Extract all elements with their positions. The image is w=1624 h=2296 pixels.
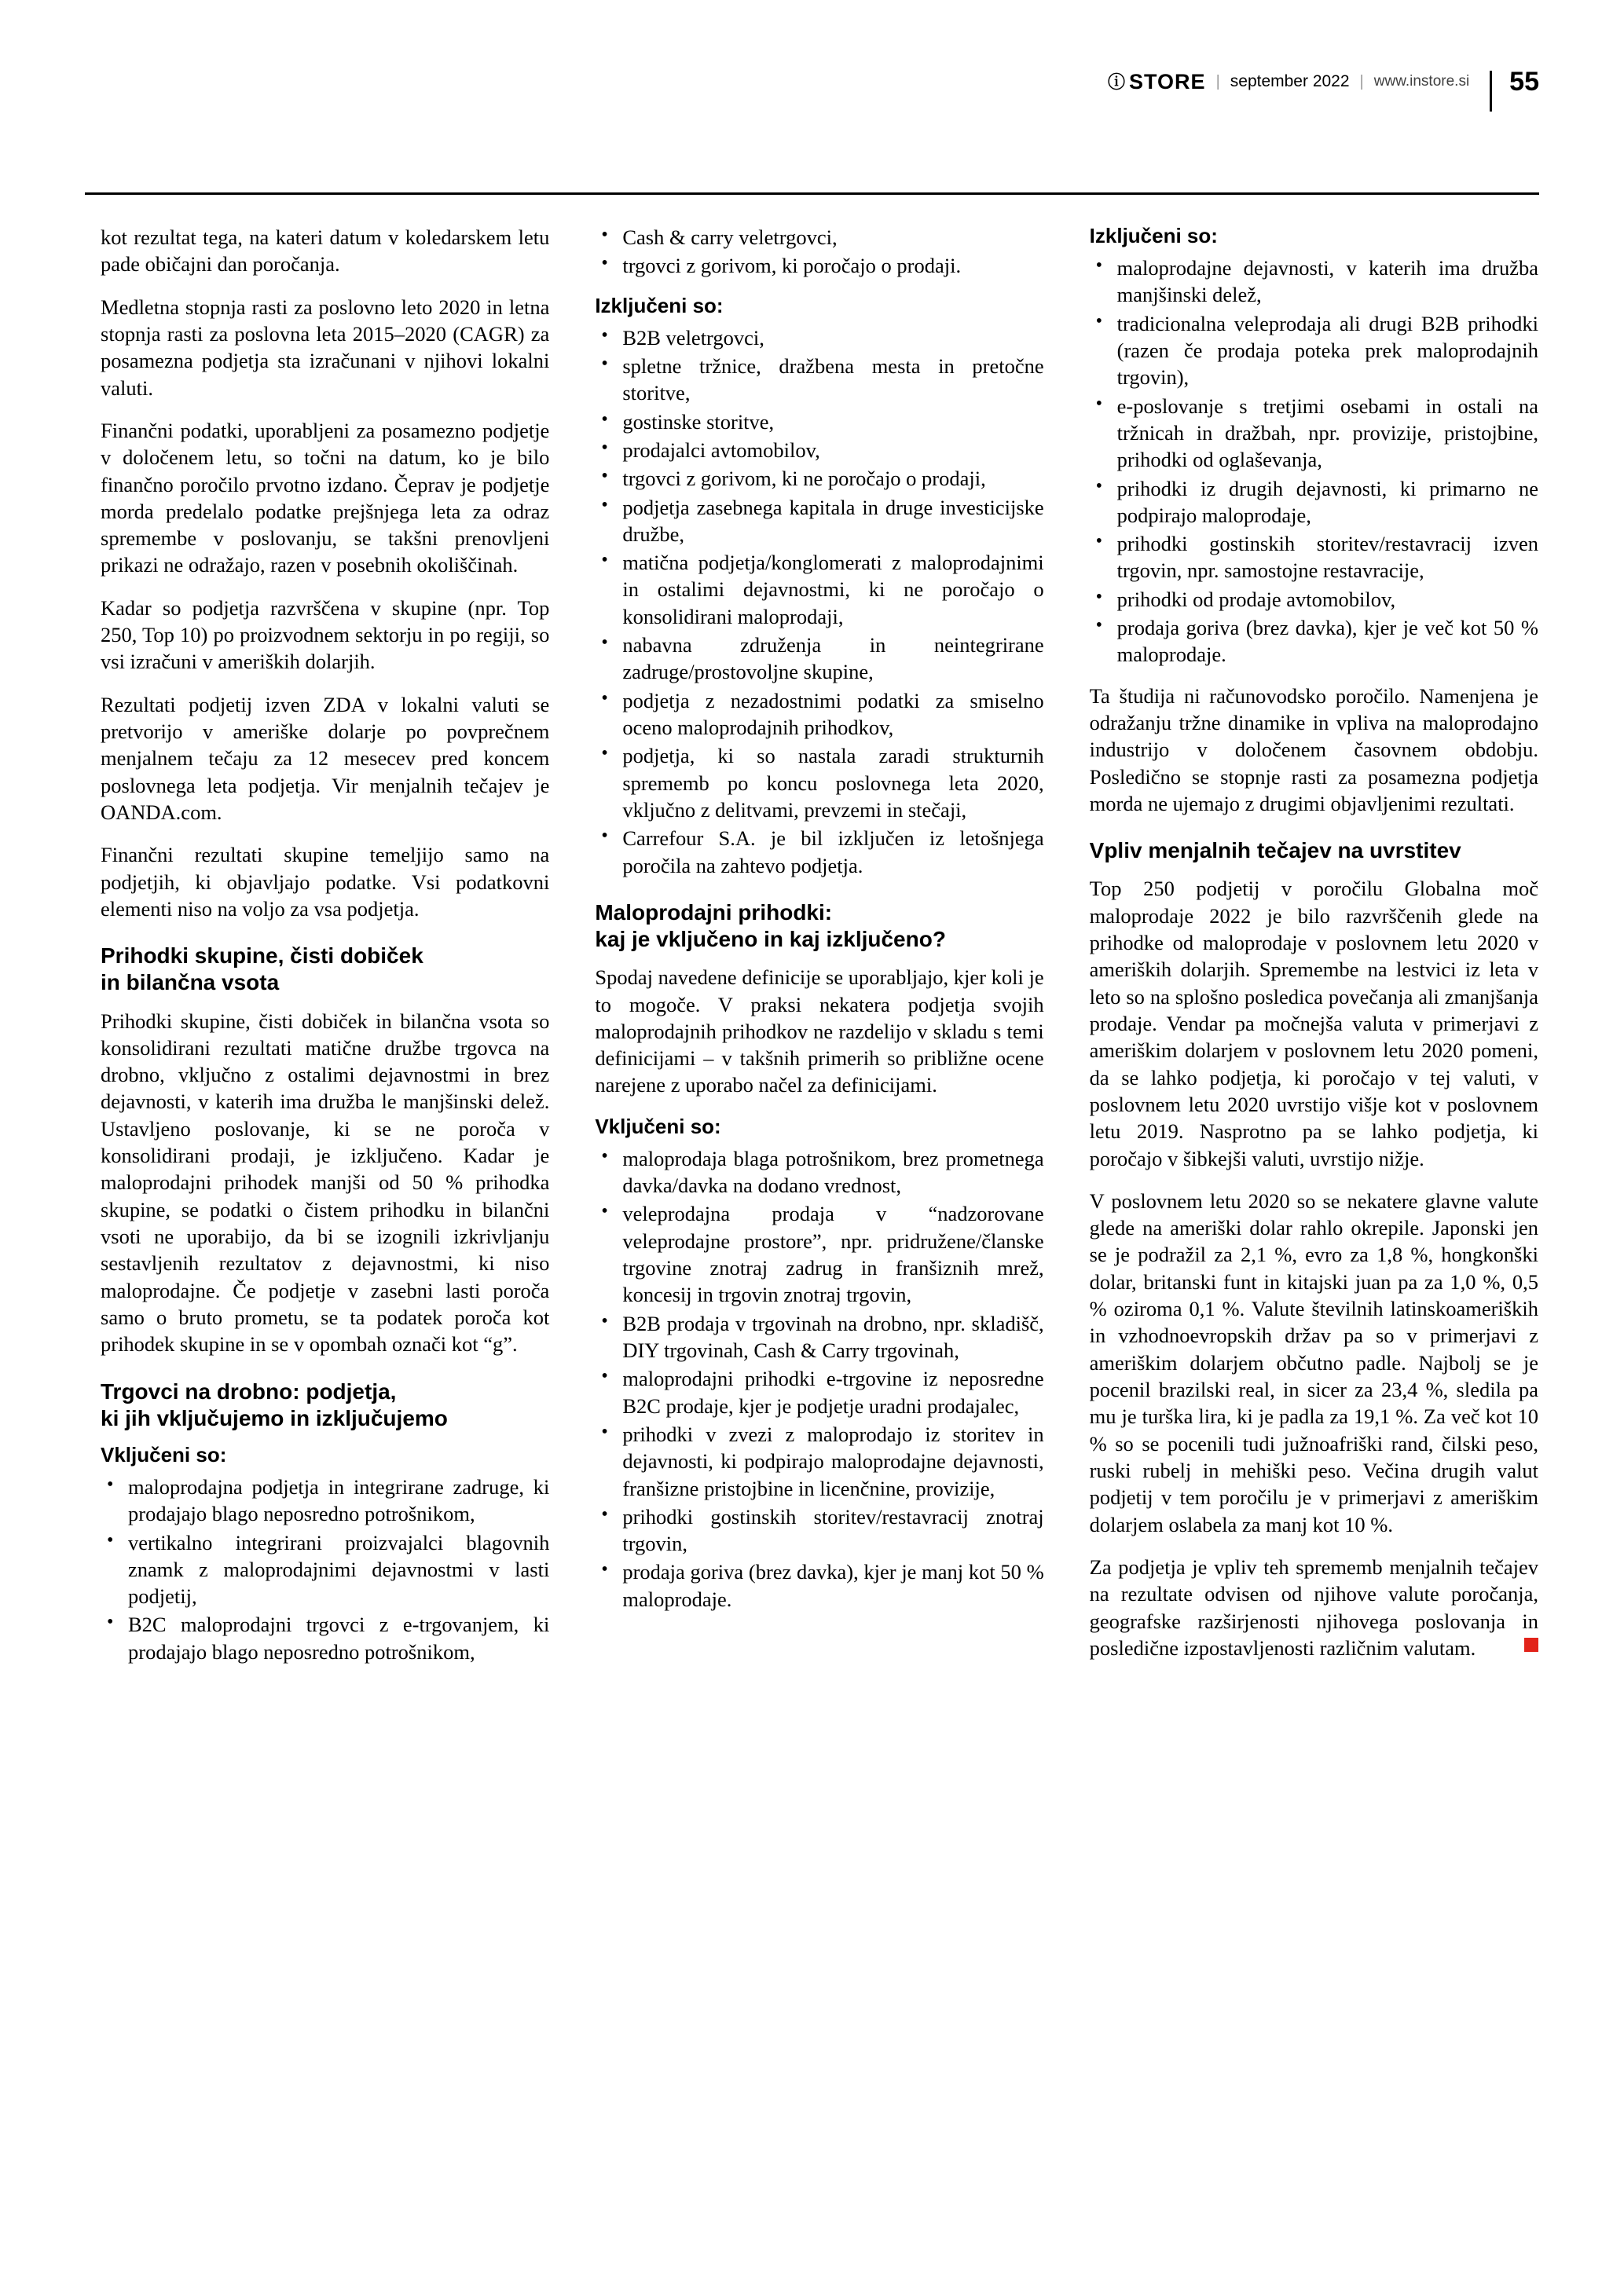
list-item: • maloprodaja blaga potrošnikom, brez prometnega davka/davka na dodano vrednost,	[595, 1145, 1043, 1199]
page-number: 55	[1509, 66, 1539, 97]
list-item: • B2C maloprodajni trgovci z e-trgovanjem, ki prodajajo blago neposredno potrošnikom,	[101, 1611, 549, 1665]
vertical-rule	[1490, 71, 1492, 112]
list-item: • prihodki od prodaje avtomobilov,	[1090, 586, 1538, 613]
list-item: • e-poslovanje s tretjimi osebami in ostali na tržnicah in dražbah, npr. provizije, pristojbine, prihodki od oglaševanja,	[1090, 393, 1538, 474]
divider: |	[1359, 72, 1364, 90]
header-divider	[85, 192, 1539, 195]
list-item: • prihodki v zvezi z maloprodajo iz storitev in dejavnosti, ki podpirajo maloprodajne dejavnosti, franšizne pristojbine in licenčnine, provizije,	[595, 1421, 1043, 1502]
list-item: • Cash & carry veletrgovci,	[595, 224, 1043, 251]
paragraph: kot rezultat tega, na kateri datum v koledarskem letu pade običajni dan poročanja.	[101, 225, 550, 276]
list-item: • podjetja z nezadostnimi podatki za smiselno oceno maloprodajnih prihodkov,	[595, 687, 1043, 742]
paragraph: Spodaj navedene definicije se uporabljajo, kjer koli je to mogoče. V praksi nekatera podjetja svojih maloprodajnih prihodkov ne razdelijo v skladu s temi definicijami – v takšnih primerih so približne ocene narejene z uporabo načel za definicijami.	[595, 965, 1044, 1097]
list-item: • tradicionalna veleprodaja ali drugi B2B prihodki (razen če prodaja poteka prek maloprodajnih trgovin),	[1090, 310, 1538, 391]
heading-line: Prihodki skupine, čisti dobiček	[101, 943, 423, 969]
list-item: • prodaja goriva (brez davka), kjer je več kot 50 % maloprodaje.	[1090, 614, 1538, 668]
list-item: • trgovci z gorivom, ki ne poročajo o prodaji,	[595, 465, 1043, 492]
paragraph: Medletna stopnja rasti za poslovno leto 2020 in letna stopnja rasti za poslovna leta 2015–2020 (CAGR) za posamezna podjetja sta izračunani v njihovi lokalni valuti.	[101, 295, 550, 400]
column-2	[595, 224, 1043, 1679]
list-item: • matična podjetja/konglomerati z maloprodajnimi in ostalimi dejavnostmi, ki ne poročajo o konsolidirani maloprodaji,	[595, 549, 1043, 630]
heading-line: Trgovci na drobno: podjetja,	[101, 1379, 397, 1404]
list-item: • B2B prodaja v trgovinah na drobno, npr. skladišč, DIY trgovinah, Cash & Carry trgovinah,	[595, 1310, 1043, 1364]
list-item: • vertikalno integrirani proizvajalci blagovnih znamk z maloprodajnimi dejavnostmi v lasti podjetij,	[101, 1529, 549, 1610]
heading-line: kaj je vključeno in kaj izključeno?	[595, 927, 946, 952]
masthead	[1108, 70, 1206, 94]
list-item: • prihodki gostinskih storitev/restavracij znotraj trgovin,	[595, 1503, 1043, 1558]
website-url: www.instore.si	[1373, 73, 1470, 90]
list-item: • prodajalci avtomobilov,	[595, 437, 1043, 463]
final-paragraph-row	[1090, 1554, 1538, 1661]
heading-line: Maloprodajni prihodki:	[595, 899, 833, 925]
list-included-retailers	[101, 1474, 549, 1665]
list-item: • podjetja, ki so nastala zaradi strukturnih sprememb po koncu poslovnega leta 2020, vključno z delitvami, prevzemi in stečaji,	[595, 742, 1043, 823]
list-item: • maloprodajni prihodki e-trgovine iz neposredne B2C prodaje, kjer je podjetje uradni prodajalec,	[595, 1365, 1043, 1419]
subheading-included: Vključeni so:	[595, 1114, 721, 1138]
paragraph: Za podjetja je vpliv teh sprememb menjalnih tečajev na rezultate odvisen od njihove valute poročanja, geografske razširjenosti njihovega poslovanja in posledične izpostavljenosti različnim valutam.	[1089, 1554, 1538, 1660]
brand-name: STORE	[1129, 69, 1206, 93]
section-heading-retail-revenue	[595, 899, 1043, 953]
list-item: • prihodki gostinskih storitev/restavracij izven trgovin, npr. samostojne restavracije,	[1090, 530, 1538, 584]
list-item: • maloprodajna podjetja in integrirane zadruge, ki prodajajo blago neposredno potrošnikom,	[101, 1474, 549, 1528]
issue-date: september 2022	[1230, 72, 1350, 90]
header-inner	[1108, 61, 1539, 102]
list-item: • veleprodajna prodaja v “nadzorovane veleprodajne prostore”, npr. pridružene/članske trgovine znotraj zadrug in franšiznih mrež, koncesij in trgovin znotraj trgovin,	[595, 1200, 1043, 1308]
list-excluded-revenue	[1090, 255, 1538, 668]
paragraph: Finančni podatki, uporabljeni za posamezno podjetje v določenem letu, so točni na datum, ko je bilo finančno poročilo prvotno izdano. Čeprav je podjetje morda predelalo podatke prejšnjega leta za odraz spremembe v poslovanju, se takšni prenovljeni prikazi ne odražajo, razen v posebnih okoliščinah.	[101, 418, 550, 577]
heading-line: in bilančna vsota	[101, 970, 280, 995]
list-item: • maloprodajne dejavnosti, v katerih ima družba manjšinski delež,	[1090, 255, 1538, 309]
paragraph: Finančni rezultati skupine temeljijo samo na podjetjih, ki objavljajo podatke. Vsi podatkovni elementi niso na voljo za vsa podjetja.	[101, 843, 550, 921]
paragraph: Kadar so podjetja razvrščena v skupine (npr. Top 250, Top 10) po proizvodnem sektorju in po regiji, so vsi izračuni v ameriških dolarjih.	[101, 595, 550, 674]
paragraph: Prihodki skupine, čisti dobiček in bilančna vsota so konsolidirani rezultati matične družbe trgovca na drobno, vključno z ostalimi dejavnostmi in brez dejavnosti, v katerih ima družba le manjšinski delež. Ustavljeno poslovanje, ki se ne poroča v konsolidirani prodaji, je izključeno. Kadar je maloprodajni prihodek manjši od 50 % prihodka skupine, se podatki o čistem prihodku in bilančni vsoti ne uporabijo, da bi se izognili izkrivljanju sestavljenih rezultatov z dejavnostmi, ki niso maloprodajne. Če podjetje v zasebni lasti poroča samo o bruto prometu, se ta podatek poroča kot prihodek skupine in se v opombah označi kot “g”.	[101, 1009, 550, 1357]
subheading-excluded: Izključeni so:	[1089, 224, 1218, 247]
list-excluded-retailers	[595, 324, 1043, 879]
list-included-retailers-continued	[595, 224, 1043, 280]
paragraph: V poslovnem letu 2020 so se nekatere glavne valute glede na ameriški dolar rahlo okrepile. Japonski jen se je podražil za 2,1 %, evro za 1,8 %, hongkonški dolar, britanski funt in kitajski juan pa za 1,0 %, 0,5 % oziroma 0,1 %. Valute številnih latinskoameriških in vzhodnoevropskih držav pa so v primerjavi z ameriškim dolarjem občutno padle. Najbolj se je pocenil brazilski real, in sicer za 23,4 %, sledila pa mu je turška lira, ki je padla za 19,1 %. Za več kot 10 % so se pocenili tudi južnoafriški rand, čilski peso, ruski rubelj in mehiški peso. Večina drugih valut podjetij v tem poročilu je v primerjavi z ameriškim dolarjem oslabela za manj kot 10 %.	[1089, 1188, 1538, 1536]
column-1	[101, 224, 549, 1679]
list-item: • trgovci z gorivom, ki poročajo o prodaji.	[595, 252, 1043, 279]
list-item: • spletne tržnice, dražbena mesta in pretočne storitve,	[595, 353, 1043, 407]
list-item: • Carrefour S.A. je bil izključen iz letošnjega poročila na zahtevo podjetja.	[595, 825, 1043, 879]
list-item: • B2B veletrgovci,	[595, 324, 1043, 351]
column-3	[1090, 224, 1538, 1679]
article-columns	[101, 224, 1538, 1679]
list-item: • nabavna združenja in neintegrirane zadruge/prostovoljne skupine,	[595, 632, 1043, 686]
section-heading-exchange-rates: Vpliv menjalnih tečajev na uvrstitev	[1089, 838, 1461, 863]
list-item: • prihodki iz drugih dejavnosti, ki primarno ne podpirajo maloprodaje,	[1090, 475, 1538, 529]
section-heading-retailers	[101, 1379, 549, 1432]
end-mark-icon	[1524, 1638, 1538, 1652]
paragraph: Ta študija ni računovodsko poročilo. Namenjena je odražanju tržne dinamike in vpliva na maloprodajno industrijo v določenem časovnem obdobju. Posledično se stopnje rasti za posamezna podjetja morda ne ujemajo z drugimi objavljenimi rezultati.	[1089, 683, 1538, 815]
instore-logo-icon: ⓘ	[1108, 71, 1125, 92]
list-item: • gostinske storitve,	[595, 408, 1043, 435]
heading-line: ki jih vključujemo in izključujemo	[101, 1405, 448, 1430]
divider: |	[1215, 72, 1220, 90]
paragraph: Top 250 podjetij v poročilu Globalna moč maloprodaje 2022 je bilo razvrščenih glede na prihodke od maloprodaje v poslovnem letu 2020 v ameriških dolarjih. Spremembe na lestvici iz leta v leto so na splošno posledica povečanja ali zmanjšanja prodaje. Vendar pa močnejša valuta v primerjavi z ameriškim dolarjem v poslovnem letu 2020 pomeni, da se lahko podjetja, ki poročajo v tej valuti, v poslovnem letu 2020 uvrstijo višje kot v poslovnem letu 2019. Nasprotno pa se lahko podjetja, ki poročajo v šibkejši valuti, uvrstijo nižje.	[1089, 877, 1538, 1170]
subheading-included: Vključeni so:	[101, 1442, 227, 1467]
subheading-excluded: Izključeni so:	[595, 293, 724, 317]
page-header	[0, 61, 1624, 108]
list-included-revenue	[595, 1145, 1043, 1613]
section-heading-group-revenue	[101, 943, 549, 996]
list-item: • prodaja goriva (brez davka), kjer je manj kot 50 % maloprodaje.	[595, 1558, 1043, 1613]
list-item: • podjetja zasebnega kapitala in druge investicijske družbe,	[595, 494, 1043, 548]
paragraph: Rezultati podjetij izven ZDA v lokalni valuti se pretvorijo v ameriške dolarje po povprečnem menjalnem tečaju za 12 mesecev pred koncem poslovnega leta podjetja. Vir menjalnih tečajev je OANDA.com.	[101, 692, 550, 824]
